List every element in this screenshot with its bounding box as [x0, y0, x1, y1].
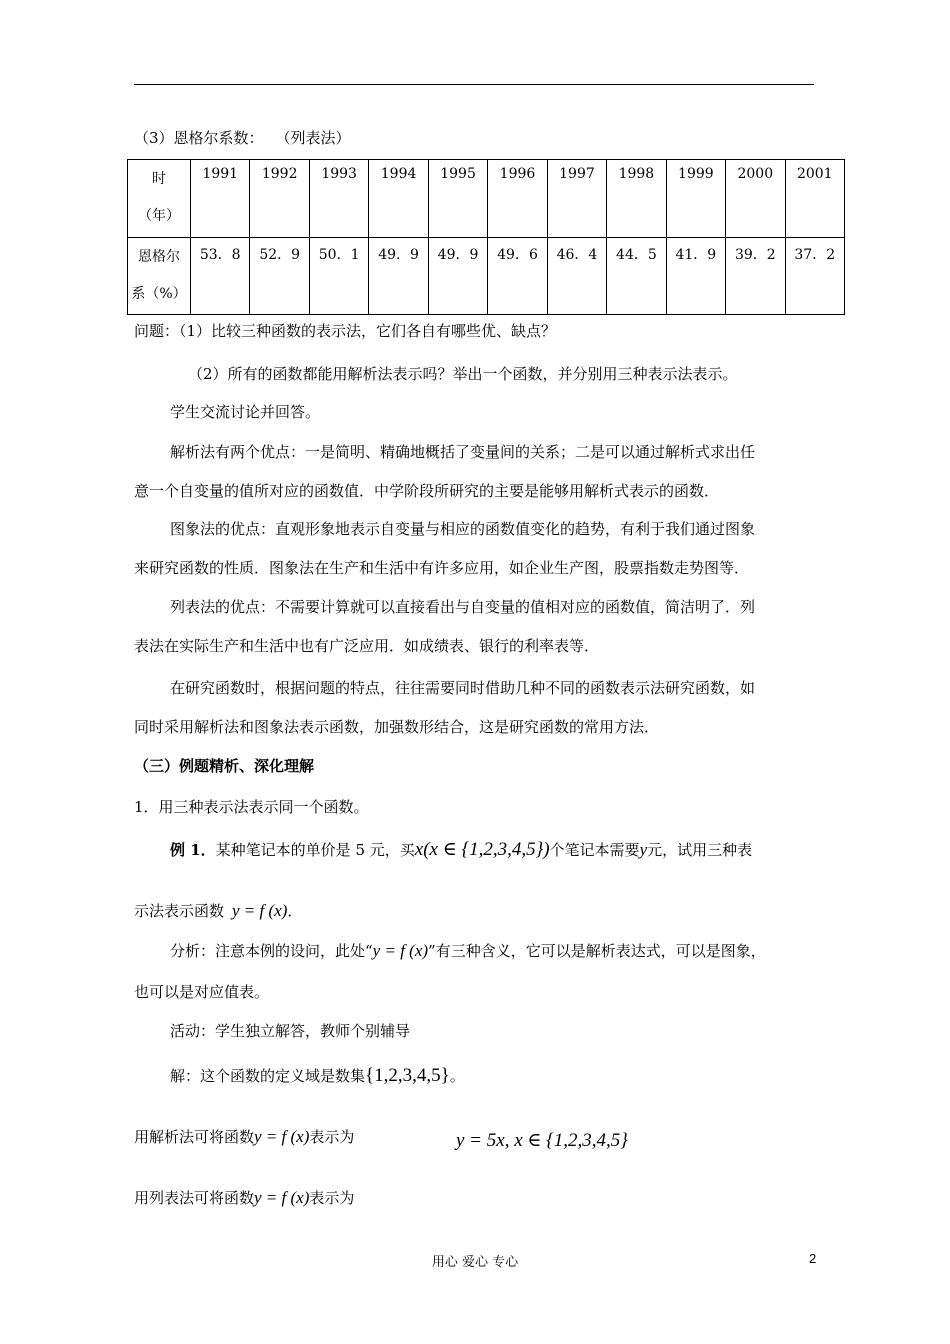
table-cell-value: 52．9: [250, 237, 309, 315]
paragraph-discuss: 学生交流讨论并回答。: [170, 403, 321, 421]
table-cell-value: 49．6: [488, 237, 547, 315]
table-cell-year: 1995: [428, 160, 487, 238]
table-cell-year: 1991: [191, 160, 250, 238]
table-cell-value: 49．9: [428, 237, 487, 315]
section3-heading: [134, 128, 351, 148]
math-fx: y = f (x): [254, 1127, 310, 1146]
table-row-year: [128, 160, 845, 238]
math-solution-set: {1,2,3,4,5}: [365, 1065, 450, 1086]
paragraph-graph-2: 来研究函数的性质．图象法在生产和生活中有许多应用，如企业生产图，股票指数走势图等．: [134, 559, 750, 577]
table-cell-value: 41．9: [666, 237, 725, 315]
table-cell-year: 1998: [607, 160, 666, 238]
table-cell-value: 37．2: [785, 237, 844, 315]
paragraph-list-2: 表法在实际生产和生活中也有广泛应用．如成绩表、银行的利率表等．: [134, 637, 600, 655]
math-fx: y = f (x): [254, 1188, 310, 1207]
item-1: 1．用三种表示法表示同一个函数。: [134, 798, 369, 816]
section3-method: （列表法）: [275, 129, 351, 147]
table-cell-year: 1999: [666, 160, 725, 238]
math-y: y: [639, 840, 648, 859]
paragraph-combine-1: 在研究函数时，根据问题的特点，往往需要同时借助几种不同的函数表示法研究函数，如: [170, 679, 756, 697]
table-header-year: 时 （年）: [128, 160, 191, 238]
math-x-domain: x(x ∈ {1,2,3,4,5}): [414, 839, 550, 860]
engel-coefficient-table: [127, 159, 845, 315]
list-representation-line: 用列表法可将函数y = f (x)表示为: [134, 1188, 355, 1207]
activity-line: 活动：学生独立解答，教师个别辅导: [170, 1022, 411, 1040]
table-row-engel: [128, 237, 845, 315]
analytic-representation-line: 用解析法可将函数y = f (x)表示为: [134, 1127, 355, 1146]
solution-line: 解：这个函数的定义域是数集{1,2,3,4,5}。: [170, 1065, 465, 1086]
table-cell-year: 1994: [369, 160, 428, 238]
paragraph-analytic-1: 解析法有两个优点：一是简明、精确地概括了变量间的关系；二是可以通过解析式求出任: [170, 443, 756, 461]
paragraph-analytic-2: 意一个自变量的值所对应的函数值．中学阶段所研究的主要是能够用解析式表示的函数．: [134, 482, 720, 500]
table-cell-year: 1993: [309, 160, 368, 238]
analytic-formula: y = 5x, x ∈ {1,2,3,4,5}: [456, 1130, 628, 1151]
table-cell-year: 1997: [547, 160, 606, 238]
paragraph-graph-1: 图象法的优点：直观形象地表示自变量与相应的函数值变化的趋势，有利于我们通过图象: [170, 520, 756, 538]
analysis-line-2: 也可以是对应值表。: [134, 983, 270, 1001]
section3-title: （3）恩格尔系数：: [134, 129, 264, 147]
analysis-line-1: 分析：注意本例的设问，此处“y = f (x)”有三种含义，它可以是解析表达式，可以是图象，: [170, 941, 766, 960]
question-1: 问题：（1）比较三种函数的表示法，它们各自有哪些优、缺点？: [134, 322, 557, 340]
page-number: 2: [809, 1251, 817, 1266]
example-label: 例 1．: [170, 841, 216, 859]
table-header-engel: 恩格尔 系（%）: [128, 237, 191, 315]
table-cell-year: 2000: [726, 160, 785, 238]
table-cell-value: 44．5: [607, 237, 666, 315]
example-1-line-2: 示法表示函数 y = f (x)．: [134, 901, 303, 920]
paragraph-list-1: 列表法的优点：不需要计算就可以直接看出与自变量的值相对应的函数值，简洁明了．列: [170, 598, 756, 616]
header-rule: [134, 84, 814, 85]
table-cell-year: 2001: [785, 160, 844, 238]
paragraph-combine-2: 同时采用解析法和图象法表示函数，加强数形结合，这是研究函数的常用方法．: [134, 718, 660, 736]
section-heading: （三）例题精析、深化理解: [134, 757, 315, 775]
table-cell-value: 39．2: [726, 237, 785, 315]
table-cell-value: 50．1: [309, 237, 368, 315]
table-cell-year: 1992: [250, 160, 309, 238]
table-cell-value: 46．4: [547, 237, 606, 315]
math-fx: y = f (x): [372, 941, 429, 960]
table-cell-value: 49．9: [369, 237, 428, 315]
example-1-line-1: 例 1．某种笔记本的单价是 5 元，买x(x ∈ {1,2,3,4,5})个笔记本需要y元，试用三种表: [170, 839, 753, 860]
page-footer: 用心 爱心 专心: [431, 1255, 519, 1270]
math-fx: y = f (x): [232, 901, 288, 920]
table-cell-year: 1996: [488, 160, 547, 238]
table-cell-value: 53．8: [191, 237, 250, 315]
question-2: （2）所有的函数都能用解析法表示吗？举出一个函数，并分别用三种表示法表示。: [188, 365, 738, 383]
